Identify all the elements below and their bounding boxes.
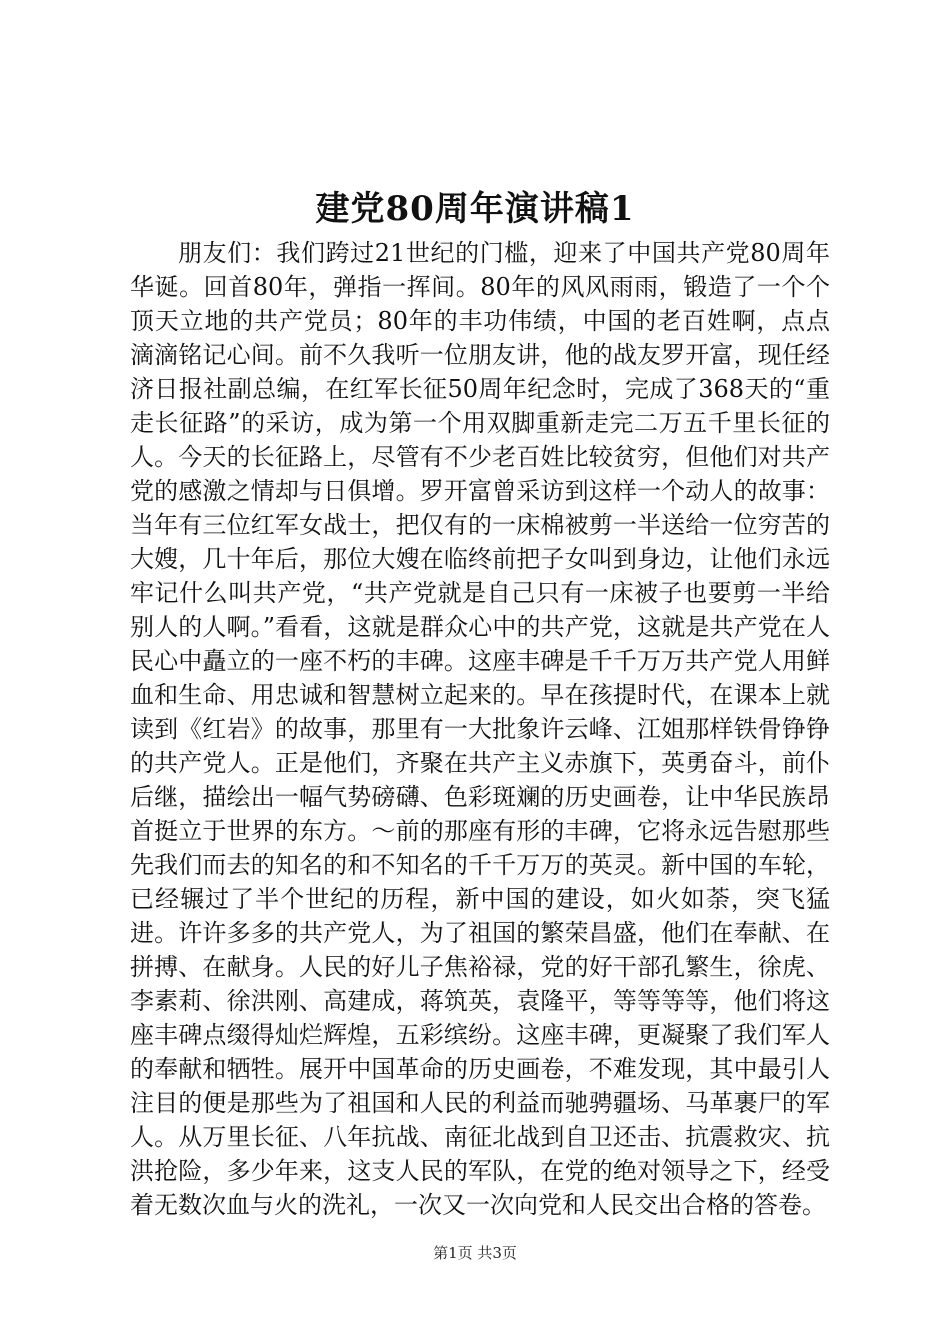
body-paragraph: 朋友们：我们跨过21世纪的门槛，迎来了中国共产党80周年华诞。回首80年，弹指一挥间。80年的风风雨雨，锻造了一个个顶天立地的共产党员；80年的丰功伟绩，中国的老百姓啊，点点滴滴铭记心间。前不久我听一位朋友讲，他的战友罗开富，现任经济日报社副总编，在红军长征50周年纪念时，完成了368天的“重走长征路”的采访，成为第一个用双脚重新走完二万五千里长征的人。今天的长征路上，尽管有不少老百姓比较贫穷，但他们对共产党的感激之情却与日俱增。罗开富曾采访到这样一个动人的故事：当年有三位红军女战士，把仅有的一床棉被剪一半送给一位穷苦的大嫂，几十年后，那位大嫂在临终前把子女叫到身边，让他们永远牢记什么叫共产党，“共产党就是自己只有一床被子也要剪一半给别人的人啊。”看看，这就是群众心中的共产党，这就是共产党在人民心中矗立的一座不朽的丰碑。这座丰碑是千千万万共产党人用鲜血和生命、用忠诚和智慧树立起来的。早在孩提时代，在课本上就读到《红岩》的故事，那里有一大批象许云峰、江姐那样铁骨铮铮的共产党人。正是他们，齐聚在共产主义赤旗下，英勇奋斗，前仆后继，描绘出一幅气势磅礴、色彩斑斓的历史画卷，让中华民族昂首挺立于世界的东方。～前的那座有形的丰碑，它将永远告慰那些先我们而去的知名的和不知名的千千万万的英灵。新中国的车轮，已经辗过了半个世纪的历程，新中国的建设，如火如荼，突飞猛进。许许多多的共产党人，为了祖国的繁荣昌盛，他们在奉献、在拼搏、在献身。人民的好儿子焦裕禄，党的好干部孔繁生，徐虎、李素莉、徐洪刚、高建成，蒋筑英，袁隆平，等等等等，他们将这座丰碑点缀得灿烂辉煌，五彩缤纷。这座丰碑，更凝聚了我们军人的奉献和牺牲。展开中国革命的历史画卷，不难发现，其中最引人注目的便是那些为了祖国和人民的利益而驰骋疆场、马革裹尸的军人。从万里长征、八年抗战、南征北战到自卫还击、抗震救灾、抗洪抢险，多少年来，这支人民的军队，在党的绝对领导之下，经受着无数次血与火的洗礼，一次又一次向党和人民交出合格的答卷。: [130, 239, 830, 1219]
document-title: 建党80周年演讲稿1: [315, 189, 635, 229]
page-number-footer: 第1页 共3页: [433, 1244, 517, 1262]
